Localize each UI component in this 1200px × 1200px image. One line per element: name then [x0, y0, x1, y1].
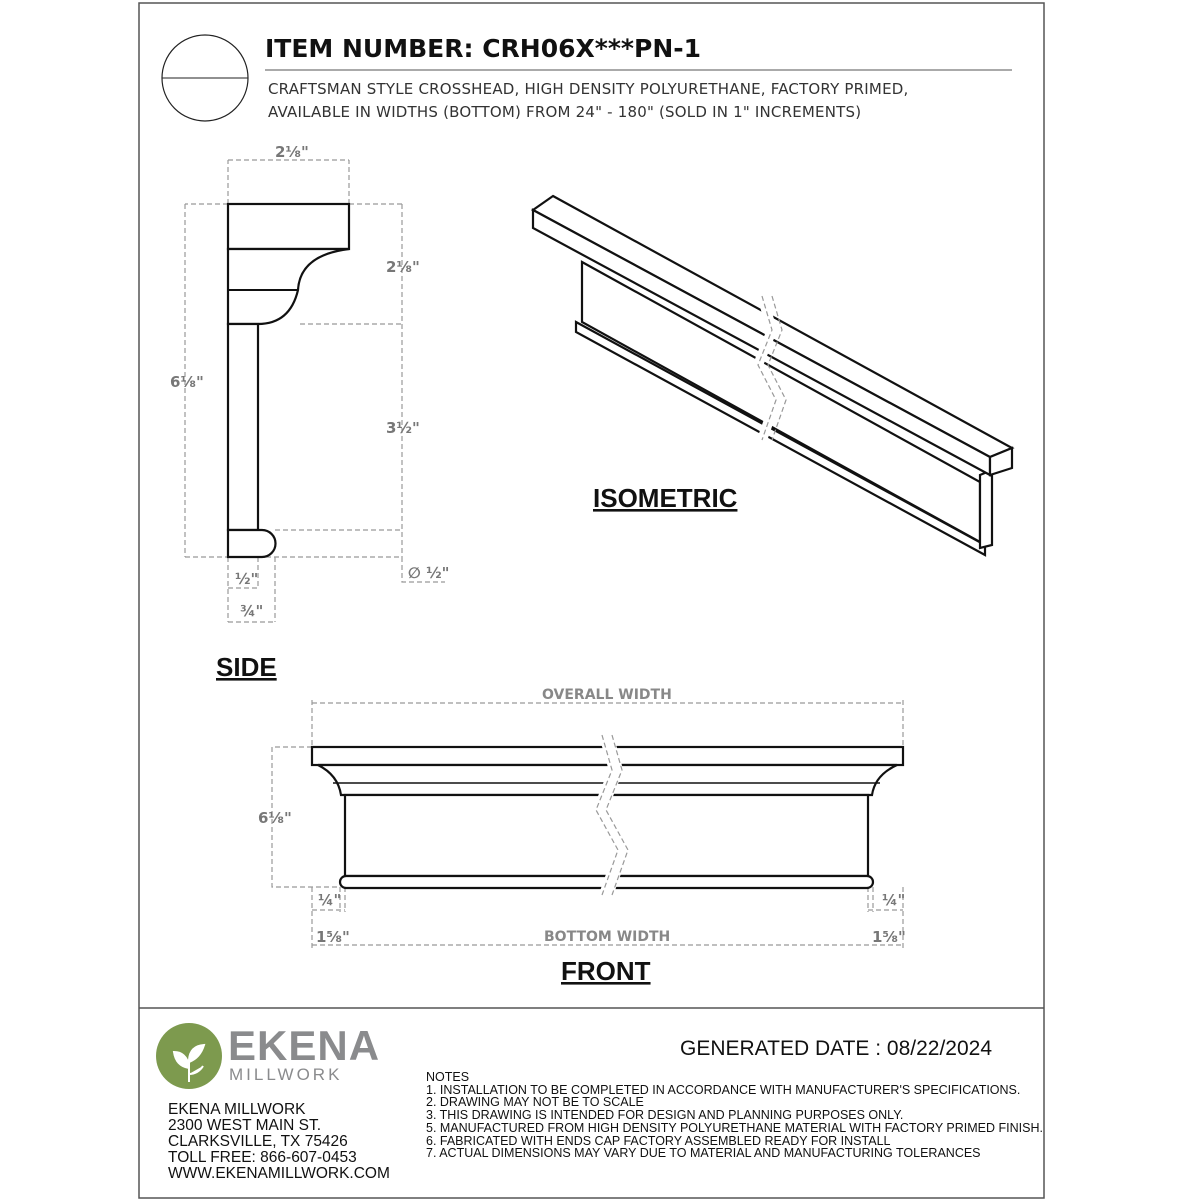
note-item: 5. MANUFACTURED FROM HIGH DENSITY POLYURETHANE MATERIAL WITH FACTORY PRIMED FINISH. [426, 1120, 1043, 1135]
item-number-title: ITEM NUMBER: CRH06X***PN-1 [265, 34, 702, 63]
notes [426, 1071, 1046, 1160]
description-line-2: AVAILABLE IN WIDTHS (BOTTOM) FROM 24" - 180" (SOLD IN 1" INCREMENTS) [268, 103, 862, 121]
dim-bead-width: ¾" [240, 602, 264, 620]
note-item: 2. DRAWING MAY NOT BE TO SCALE [426, 1095, 644, 1110]
dim-overall-width: OVERALL WIDTH [542, 687, 672, 703]
dim-left-inset: ¼" [318, 891, 342, 909]
isometric-view [533, 196, 1012, 555]
dim-right-inset: ¼" [882, 891, 906, 909]
dim-right-overhang: 1⅝" [872, 928, 906, 946]
side-view [170, 143, 449, 682]
isometric-view-label: ISOMETRIC [593, 483, 738, 513]
dim-stem-height: 3½" [386, 419, 420, 437]
dim-stem-width: ½" [235, 570, 259, 588]
note-item: 1. INSTALLATION TO BE COMPLETED IN ACCORDANCE WITH MANUFACTURER'S SPECIFICATIONS. [426, 1082, 1021, 1097]
company-street: 2300 WEST MAIN ST. [168, 1117, 322, 1134]
dim-bottom-width: BOTTOM WIDTH [544, 929, 671, 945]
note-item: 7. ACTUAL DIMENSIONS MAY VARY DUE TO MATERIAL AND MANUFACTURING TOLERANCES [426, 1146, 981, 1161]
ekena-logo [156, 1023, 222, 1089]
dim-top-width: 2⅛" [275, 143, 309, 161]
dim-front-height: 6⅛" [258, 809, 292, 827]
dim-cap-height: 2⅛" [386, 258, 420, 276]
front-view [258, 687, 906, 986]
company-city: CLARKSVILLE, TX 75426 [168, 1133, 348, 1150]
company-address [168, 1102, 390, 1182]
dim-left-overhang: 1⅝" [316, 928, 350, 946]
description-line-1: CRAFTSMAN STYLE CROSSHEAD, HIGH DENSITY POLYURETHANE, FACTORY PRIMED, [268, 80, 909, 98]
side-view-label: SIDE [216, 652, 277, 682]
notes-title: NOTES [426, 1070, 470, 1084]
note-item: 6. FABRICATED WITH ENDS CAP FACTORY ASSEMBLED READY FOR INSTALL [426, 1133, 891, 1148]
company-website[interactable]: WWW.EKENAMILLWORK.COM [168, 1165, 390, 1182]
company-name: EKENA MILLWORK [168, 1101, 306, 1118]
company-phone: TOLL FREE: 866-607-0453 [168, 1149, 357, 1166]
logo-subtitle: MILLWORK [229, 1065, 343, 1084]
dim-bead-diameter: ∅ ½" [408, 564, 450, 582]
note-item: 3. THIS DRAWING IS INTENDED FOR DESIGN AND PLANNING PURPOSES ONLY. [426, 1108, 904, 1123]
generated-date: GENERATED DATE : 08/22/2024 [680, 1037, 993, 1060]
dim-overall-height: 6⅛" [170, 373, 204, 391]
front-view-label: FRONT [561, 956, 651, 986]
logo-name: EKENA [228, 1022, 381, 1069]
